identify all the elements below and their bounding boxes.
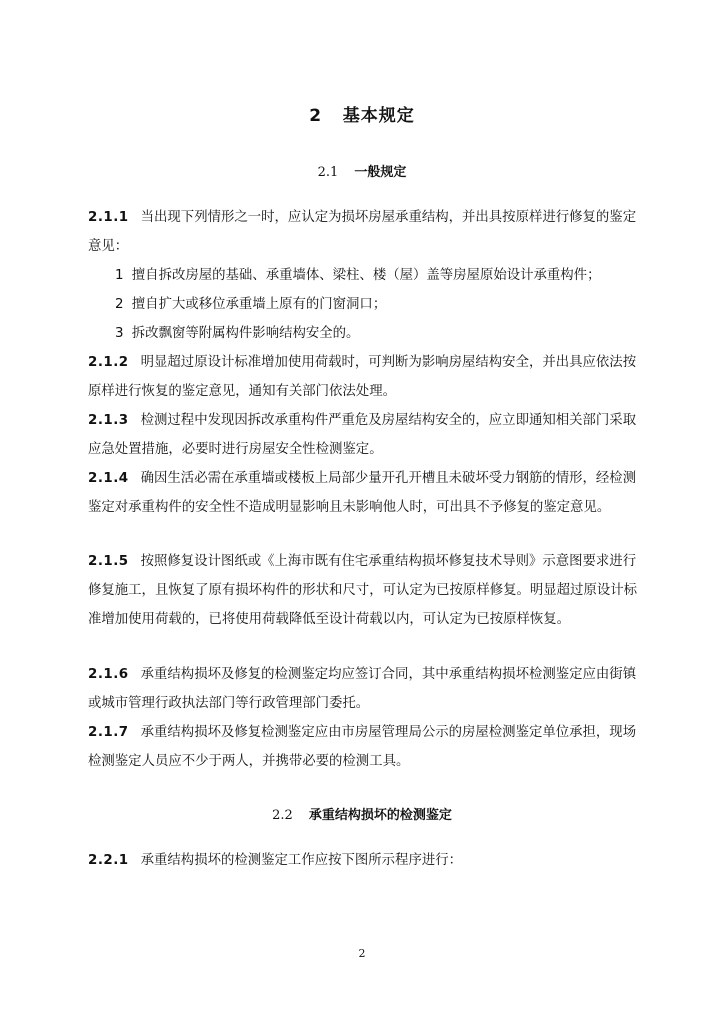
clause-text: 承重结构损坏的检测鉴定工作应按下图所示程序进行：	[140, 853, 463, 868]
chapter-heading	[0, 101, 724, 126]
list-item	[115, 290, 640, 319]
clause-number: 2.1.3	[88, 413, 129, 428]
clause-2-1-7	[88, 718, 640, 776]
clause-number: 2.1.1	[88, 210, 129, 225]
section-heading-2-2	[0, 804, 724, 823]
chapter-number: 2	[309, 106, 323, 126]
section-number: 2.2	[272, 808, 293, 823]
clause-2-1-3	[88, 406, 640, 464]
list-item-text: 擅自拆改房屋的基础、承重墙体、梁柱、楼（屋）盖等房屋原始设计承重构件；	[131, 268, 601, 283]
clause-number: 2.1.4	[88, 471, 129, 486]
clause-number: 2.1.6	[88, 667, 129, 682]
page-number: 2	[358, 947, 366, 960]
list-item-text: 擅自扩大或移位承重墙上原有的门窗洞口；	[131, 297, 387, 312]
section-number: 2.1	[317, 165, 339, 180]
clause-text: 检测过程中发现因拆改承重构件严重危及房屋结构安全的，应立即通知相关部门采取应急处置措施，必要时进行房屋安全性检测鉴定。	[88, 413, 637, 457]
section-title: 一般规定	[354, 165, 407, 180]
clause-text: 承重结构损坏及修复检测鉴定应由市房屋管理局公示的房屋检测鉴定单位承担，现场检测鉴定人员应不少于两人，并携带必要的检测工具。	[88, 725, 637, 769]
list-item-number: 2	[115, 297, 124, 312]
list-item	[115, 319, 640, 348]
clause-2-2-1	[88, 846, 640, 875]
clause-2-1-1	[88, 203, 640, 261]
clause-number: 2.1.7	[88, 725, 129, 740]
clause-text: 当出现下列情形之一时，应认定为损坏房屋承重结构，并出具按原样进行修复的鉴定意见：	[88, 210, 637, 254]
list-item-number: 1	[115, 268, 124, 283]
clause-2-1-5	[88, 547, 640, 634]
list-item-number: 3	[115, 326, 124, 341]
section-title: 承重结构损坏的检测鉴定	[308, 808, 452, 823]
clause-number: 2.1.5	[88, 554, 129, 569]
section-heading-2-1	[0, 161, 724, 180]
clause-2-1-4	[88, 464, 640, 522]
clause-2-1-2	[88, 348, 640, 406]
clause-text: 承重结构损坏及修复的检测鉴定均应签订合同，其中承重结构损坏检测鉴定应由街镇或城市管理行政执法部门等行政管理部门委托。	[88, 667, 637, 711]
chapter-title: 基本规定	[342, 106, 415, 126]
clause-number: 2.1.2	[88, 355, 129, 370]
clause-text: 明显超过原设计标准增加使用荷载时，可判断为影响房屋结构安全，并出具应依法按原样进行恢复的鉴定意见，通知有关部门依法处理。	[88, 355, 637, 399]
clause-text: 按照修复设计图纸或《上海市既有住宅承重结构损坏修复技术导则》示意图要求进行修复施工，且恢复了原有损坏构件的形状和尺寸，可认定为已按原样修复。明显超过原设计标准增加使用荷载的，已将使用荷载降低至设计荷载以内，可认定为已按原样恢复。	[88, 554, 638, 627]
clause-2-1-6	[88, 660, 640, 718]
clause-number: 2.2.1	[88, 853, 129, 868]
list-item	[115, 261, 640, 290]
list-item-text: 拆改飘窗等附属构件影响结构安全的。	[131, 326, 360, 341]
clause-text: 确因生活必需在承重墙或楼板上局部少量开孔开槽且未破坏受力钢筋的情形，经检测鉴定对承重构件的安全性不造成明显影响且未影响他人时，可出具不予修复的鉴定意见。	[88, 471, 637, 515]
